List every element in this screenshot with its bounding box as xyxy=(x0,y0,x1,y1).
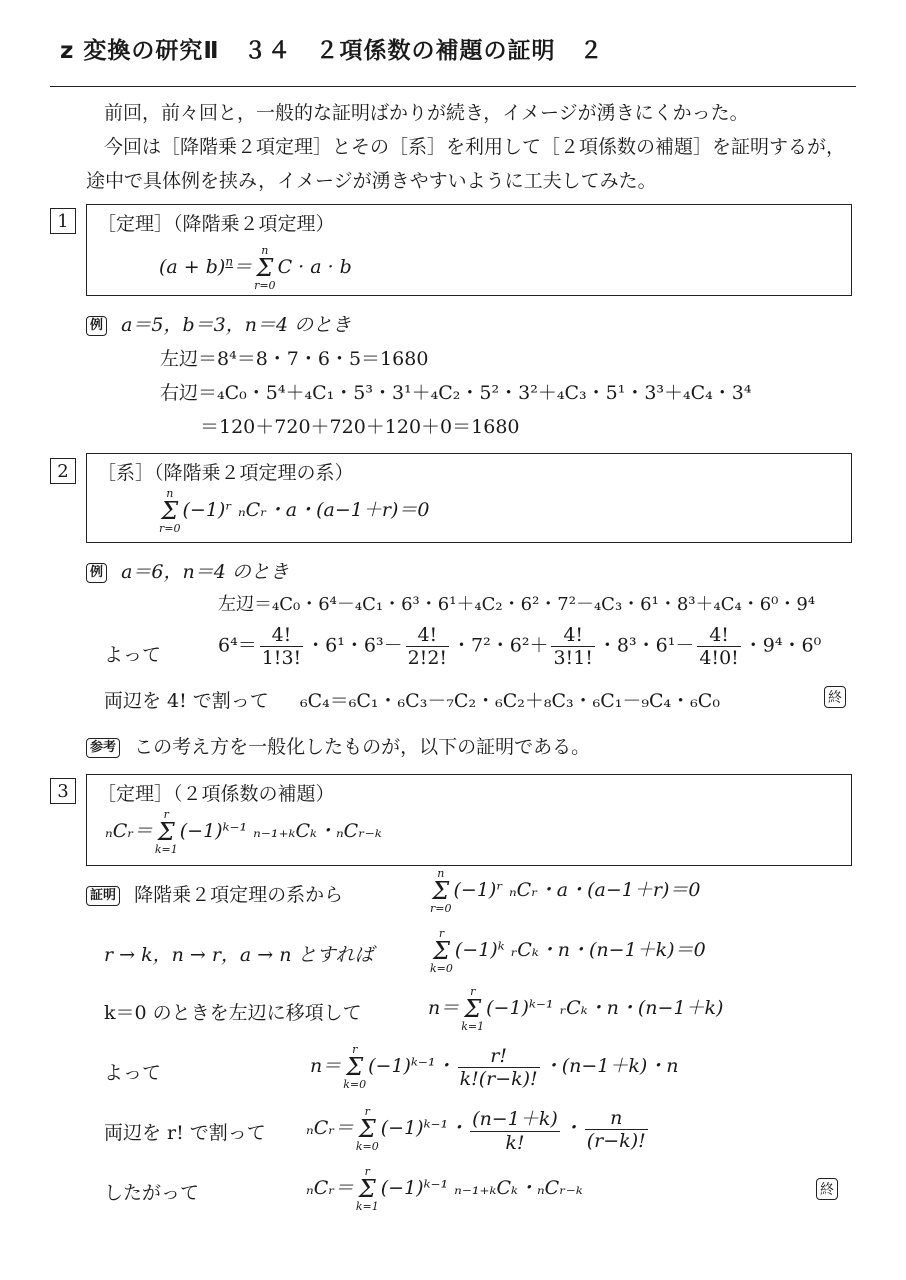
proof-step-5-equation: ₙCᵣ＝ r Σ k=0 (−1)ᵏ⁻¹・ $\frac{(n-1+k)}{k!}$ ・ $\frac{n}{(r-k)!}$ xyxy=(306,1105,646,1154)
section-2-theorem-box xyxy=(86,453,852,543)
example-1-right-side-result: ＝120＋720＋720＋120＋0＝1680 xyxy=(200,416,520,438)
title-rule xyxy=(50,86,856,87)
section-3-theorem-box xyxy=(86,774,852,866)
end-mark: 終 xyxy=(824,686,846,708)
example-1 xyxy=(86,310,351,337)
proof-step-2-label: r → k，n → r，a → n とすれば xyxy=(104,944,374,966)
proof-step-1-equation: n Σ r=0 (−1)ʳ ₙCᵣ・a・(a−1＋r)＝0 xyxy=(430,867,701,915)
proof-step-6-label: したがって xyxy=(104,1182,200,1204)
section-2-formula: n Σ r=0 (−1)ʳ ₙCᵣ・a・(a−1＋r)＝0 xyxy=(159,487,430,535)
section-1-formula: $(a + b)^n=$ n Σ r=0 C · a · b xyxy=(159,244,352,292)
proof-badge: 証明 xyxy=(86,886,120,906)
example-2-expanded: 6⁴＝ $\frac{4!}{1!3!}$ ・6¹・6³－ $\frac{4!}{2!2!}$ ・7²・6²＋ $\frac{4!}{3!1!}$ ・8³・6¹－ $\frac{4!}{4!0!}$ ・9⁴・6⁰ xyxy=(218,624,822,669)
example-badge: 例 xyxy=(86,316,107,336)
divide-equation: ₆C₄＝₆C₁・₆C₃－₇C₂・₆C₂＋₈C₃・₆C₁－₉C₄・₆C₀ xyxy=(300,690,720,712)
example-2-left-side: 左辺＝₄C₀・6⁴－₄C₁・6³・6¹＋₄C₂・6²・7²－₄C₃・6¹・8³＋₄C₄・6⁰・9⁴ xyxy=(218,594,816,615)
section-3-formula: ₙCᵣ＝ r Σ k=1 (−1)ᵏ⁻¹ ₙ₋₁₊ₖCₖ・ₙCᵣ₋ₖ xyxy=(105,808,382,856)
example-condition: a＝5，b＝3，n＝4 のとき xyxy=(121,314,352,336)
example-1-left-side: 左辺＝8⁴＝8・7・6・5＝1680 xyxy=(160,348,429,370)
proof-step-4-equation: n＝ r Σ k=0 (−1)ᵏ⁻¹・ $\frac{r!}{k!(r-k)!}$ ・(n−1＋k)・n xyxy=(310,1043,679,1091)
example-1-right-side: 右辺＝₄C₀・5⁴＋₄C₁・5³・3¹＋₄C₂・5²・3²＋₄C₃・5¹・3³＋₄C₄・3⁴ xyxy=(160,382,752,404)
proof-step-1-label: 証明 降階乗２項定理の系から xyxy=(86,880,343,907)
section-1-theorem-box xyxy=(86,204,852,296)
section-3-number: 3 xyxy=(50,778,76,804)
proof-step-5-label: 両辺を r! で割って xyxy=(104,1122,266,1144)
reference-text: この考え方を一般化したものが，以下の証明である。 xyxy=(134,736,591,758)
intro-line-3: 途中で具体例を挟み，イメージが湧きやすいように工夫してみた。 xyxy=(86,170,657,192)
proof-step-3-equation: n＝ r Σ k=1 (−1)ᵏ⁻¹ ᵣCₖ・n・(n−1＋k) xyxy=(428,985,724,1033)
section-3-heading: ［定理］（２項係数の補題） xyxy=(97,783,335,805)
sum-symbol: n Σ r=0 xyxy=(159,487,181,535)
formula-lhs-exp: n xyxy=(225,254,234,269)
section-1-heading: ［定理］（降階乗２項定理） xyxy=(97,213,335,235)
proof-step-4-label: よって xyxy=(104,1062,162,1084)
section-2-heading: ［系］（降階乗２項定理の系） xyxy=(97,462,354,484)
proof-end-mark: 終 xyxy=(816,1178,838,1200)
intro-line-2: 今回は［降階乗２項定理］とその［系］を利用して［２項係数の補題］を証明するが， xyxy=(104,136,846,158)
example-2 xyxy=(86,557,289,584)
page-title: z 変換の研究Ⅱ ３４ ２項係数の補題の証明 ２ xyxy=(60,38,604,64)
proof-step-3-label: k＝0 のときを左辺に移項して xyxy=(104,1002,362,1024)
proof-step-6-equation: ₙCᵣ＝ r Σ k=1 (−1)ᵏ⁻¹ ₙ₋₁₊ₖCₖ・ₙCᵣ₋ₖ xyxy=(306,1165,583,1213)
formula-lhs: (a + b) xyxy=(159,256,226,278)
divide-label: 両辺を 4! で割って xyxy=(104,690,269,712)
reference-note xyxy=(86,732,590,759)
reference-badge: 参考 xyxy=(86,738,120,758)
sum-symbol: n Σ r=0 xyxy=(254,244,276,292)
section-1-number: 1 xyxy=(50,208,76,234)
formula-rhs: C · a · b xyxy=(277,256,352,278)
example-badge: 例 xyxy=(86,563,107,583)
proof-step-2-equation: r Σ k=0 (−1)ᵏ ᵣCₖ・n・(n−1＋k)＝0 xyxy=(430,927,706,975)
example-condition: a＝6，n＝4 のとき xyxy=(121,561,289,583)
intro-line-1: 前回，前々回と，一般的な証明ばかりが続き，イメージが湧きにくかった。 xyxy=(104,102,749,124)
intro-paragraph xyxy=(86,96,856,198)
section-2-number: 2 xyxy=(50,458,76,484)
yotte-label: よって xyxy=(104,644,162,666)
